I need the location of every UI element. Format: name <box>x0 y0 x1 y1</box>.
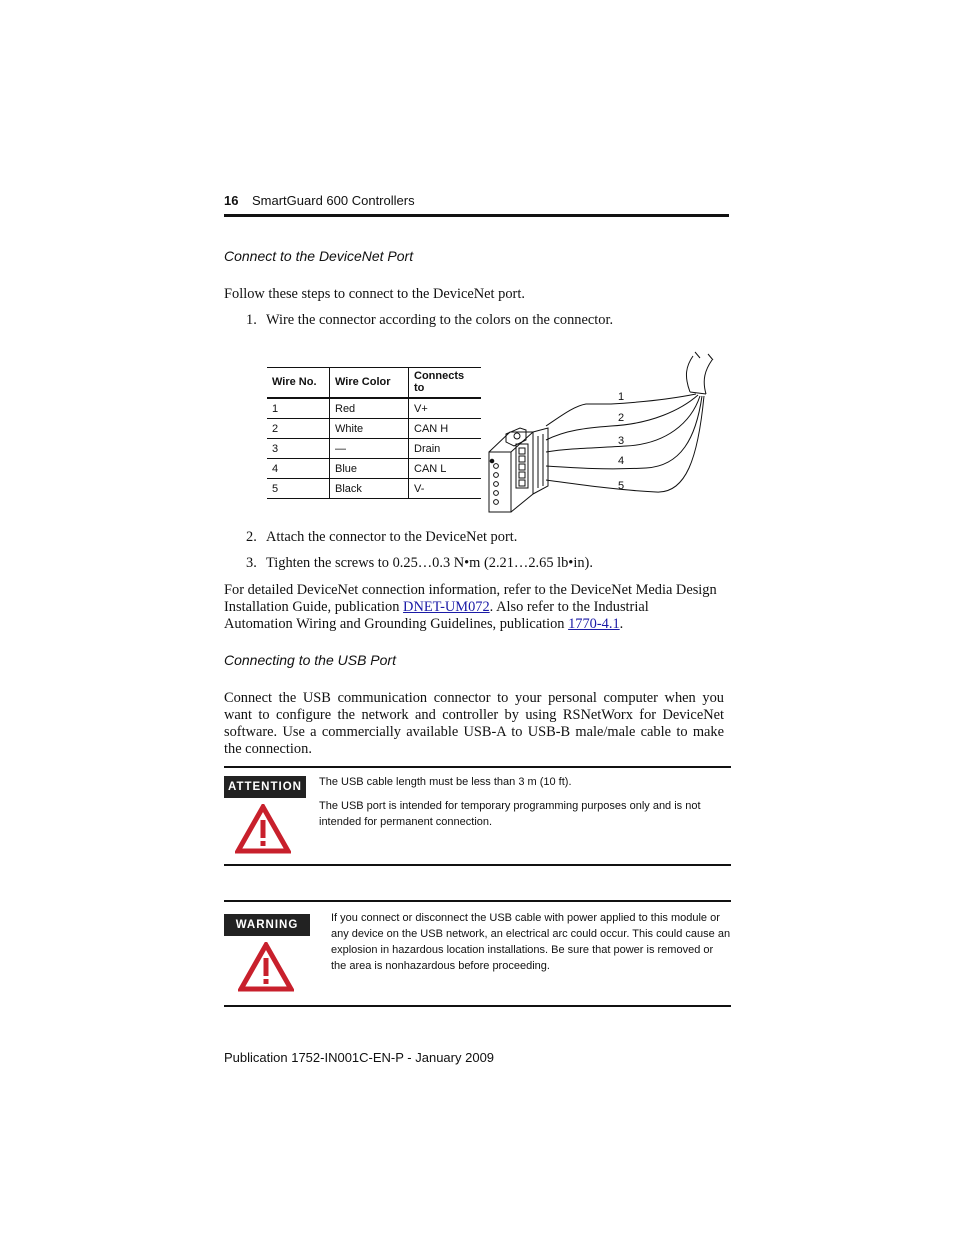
wire-table <box>267 367 481 499</box>
warning-text: If you connect or disconnect the USB cable with power applied to this module or any device on the USB network, an electrical arc could occur. This could cause an explosion in hazardous location installations. Be sure that power is removed or the area is nonhazardous before proceeding. <box>331 912 731 972</box>
column-header: Wire Color <box>330 368 409 399</box>
wire-label-4: 4 <box>618 455 625 467</box>
terminal-screw <box>519 464 525 470</box>
cable-jacket-left <box>686 356 693 392</box>
intro-paragraph: Follow these steps to connect to the DeviceNet port. <box>224 286 525 302</box>
step-text: Attach the connector to the DeviceNet port. <box>266 529 518 545</box>
attention-bottom-rule <box>224 864 731 866</box>
devicenet-connector-diagram <box>486 348 718 518</box>
connector-rear-block <box>533 428 548 494</box>
page-number: 16 <box>224 193 239 208</box>
terminal-hole <box>494 491 499 496</box>
detail-text: . <box>619 616 624 632</box>
table-row <box>267 479 481 499</box>
step-number: 1. <box>246 312 257 328</box>
detail-text: . Also refer to the Industrial Automation Wiring and Grounding Guidelines, publication <box>224 599 649 632</box>
connector-terminal-block <box>516 444 528 488</box>
detail-paragraph <box>224 582 718 633</box>
screw-icon <box>514 433 520 439</box>
usb-paragraph: Connect the USB communication connector to your personal computer when you want to configure the network and controller by using RSNetWorx for DeviceNet software. Use a commercially available USB-A to USB-B male/male cable to make the connection. <box>224 690 724 757</box>
table-cell: Red <box>330 398 409 419</box>
detail-text: For detailed DeviceNet connection information, refer to the DeviceNet Media Design Installation Guide, publication <box>224 582 717 615</box>
warning-bottom-rule <box>224 1005 731 1007</box>
attention-warning-triangle-icon <box>235 804 291 854</box>
dnet-um072-link[interactable]: DNET-UM072 <box>403 599 490 615</box>
publication-footer: Publication 1752-IN001C-EN-P - January 2009 <box>224 1050 495 1065</box>
attention-text <box>319 774 729 838</box>
table-row <box>267 398 481 419</box>
table-cell: 5 <box>267 479 330 499</box>
table-cell: V+ <box>409 398 482 419</box>
table-row <box>267 459 481 479</box>
wire-label-1: 1 <box>618 391 625 403</box>
warning-badge: WARNING <box>224 914 310 936</box>
warning-triangle-icon <box>238 942 294 992</box>
step-number: 2. <box>246 529 257 545</box>
table-cell: 1 <box>267 398 330 419</box>
terminal-screw <box>519 448 525 454</box>
attention-line-1: The USB cable length must be less than 3 m (10 ft). <box>319 776 572 788</box>
table-cell: CAN L <box>409 459 482 479</box>
table-cell: White <box>330 419 409 439</box>
table-cell: CAN H <box>409 419 482 439</box>
cable-cut-marks <box>695 352 713 360</box>
terminal-hole <box>494 473 499 478</box>
column-header: Connects to <box>409 368 482 399</box>
wire-label-5: 5 <box>618 480 625 492</box>
terminal-screw <box>519 456 525 462</box>
terminal-hole <box>494 482 499 487</box>
table-cell: — <box>330 439 409 459</box>
wiring-guidelines-link[interactable]: 1770-4.1 <box>568 616 620 632</box>
warning-top-rule <box>224 900 731 902</box>
wire-label-3: 3 <box>618 435 625 447</box>
table-header-row <box>267 368 481 399</box>
step-number: 3. <box>246 555 257 571</box>
terminal-hole <box>494 500 499 505</box>
connector-screw-tab <box>506 428 526 446</box>
section-heading-usb: Connecting to the USB Port <box>224 652 396 668</box>
step-1 <box>246 312 613 329</box>
step-2 <box>246 529 517 546</box>
table-cell: Blue <box>330 459 409 479</box>
step-3 <box>246 555 593 572</box>
running-header-title: SmartGuard 600 Controllers <box>252 193 415 208</box>
attention-badge: ATTENTION <box>224 776 306 798</box>
section-heading-devicenet: Connect to the DeviceNet Port <box>224 248 414 264</box>
terminal-screw <box>519 480 525 486</box>
table-cell: Drain <box>409 439 482 459</box>
table-row <box>267 439 481 459</box>
table-cell: V- <box>409 479 482 499</box>
wire-label-2: 2 <box>618 412 625 424</box>
header-rule <box>224 214 729 217</box>
cable-jacket-right <box>704 360 712 394</box>
step-text: Tighten the screws to 0.25…0.3 N•m (2.21…2.65 lb•in). <box>266 555 593 571</box>
terminal-hole <box>494 464 499 469</box>
table-cell: 2 <box>267 419 330 439</box>
cable-jacket-end <box>690 392 706 394</box>
table-cell: Black <box>330 479 409 499</box>
table-row <box>267 419 481 439</box>
table-cell: 4 <box>267 459 330 479</box>
mounting-hole <box>490 459 494 463</box>
attention-top-rule <box>224 766 731 768</box>
column-header: Wire No. <box>267 368 330 399</box>
attention-line-2: The USB port is intended for temporary programming purposes only and is not intended for permanent connection. <box>319 800 701 828</box>
table-cell: 3 <box>267 439 330 459</box>
terminal-screw <box>519 472 525 478</box>
step-text: Wire the connector according to the colors on the connector. <box>266 312 614 328</box>
